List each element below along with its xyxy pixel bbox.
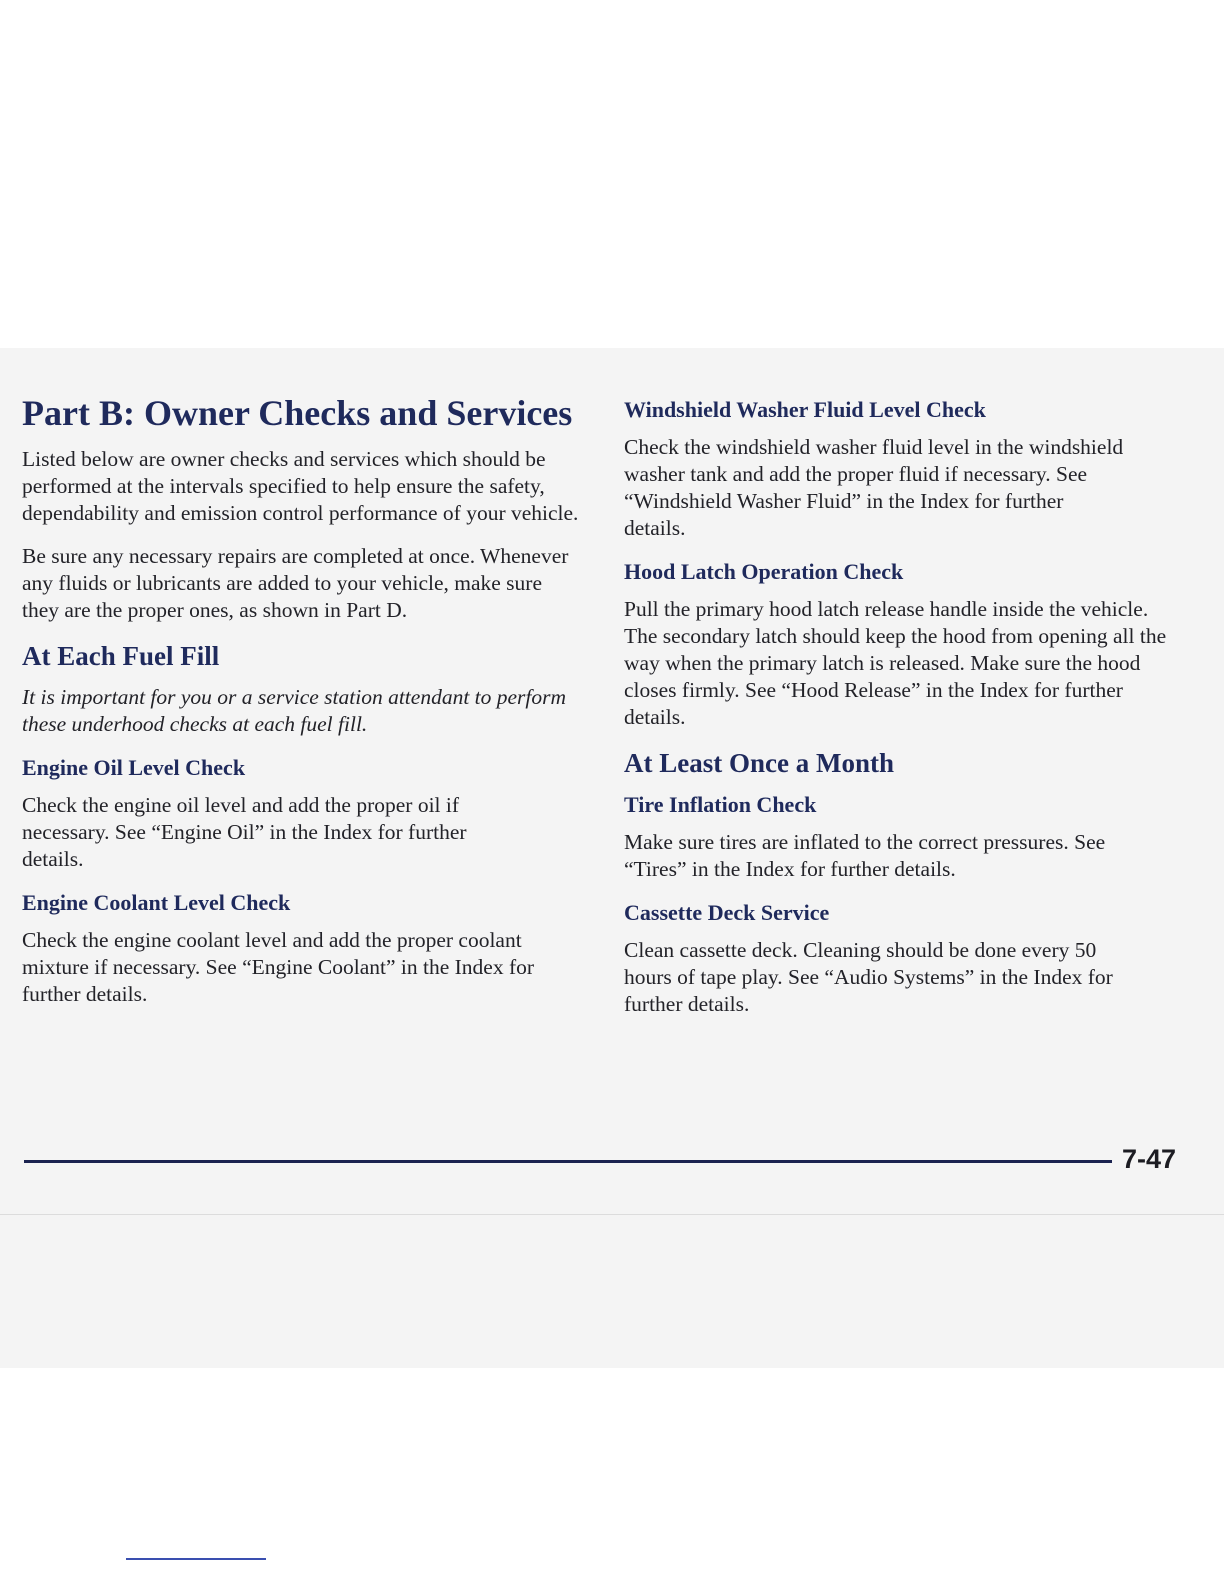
cassette-deck-heading: Cassette Deck Service	[624, 900, 830, 925]
intro-paragraph-1: Listed below are owner checks and services which should be performed at the intervals specified to help ensure the safety, dependability and emission control performance of your vehicle.	[22, 447, 579, 525]
engine-coolant-body: Check the engine coolant level and add the proper coolant mixture if necessary. See “Engine Coolant” in the Index for further details.	[22, 928, 535, 1006]
cassette-deck-body: Clean cassette deck. Cleaning should be done every 50 hours of tape play. See “Audio Systems” in the Index for further details.	[624, 938, 1113, 1016]
tire-inflation-body: Make sure tires are inflated to the correct pressures. See “Tires” in the Index for further details.	[624, 830, 1106, 881]
engine-oil-heading: Engine Oil Level Check	[22, 755, 246, 780]
once-a-month-heading: At Least Once a Month	[624, 748, 894, 778]
hood-latch-heading: Hood Latch Operation Check	[624, 559, 904, 584]
page-title: Part B: Owner Checks and Services	[22, 393, 573, 433]
footer-rule	[24, 1160, 1112, 1163]
intro-paragraph-2: Be sure any necessary repairs are completed at once. Whenever any fluids or lubricants are added to your vehicle, make sure they are the proper ones, as shown in Part D.	[22, 544, 569, 622]
fuel-fill-note: It is important for you or a service station attendant to perform these underhood checks at each fuel fill.	[22, 685, 567, 736]
right-column	[624, 396, 1184, 1034]
tire-inflation-heading: Tire Inflation Check	[624, 792, 817, 817]
page-number: 7-47	[1122, 1144, 1177, 1174]
engine-coolant-heading: Engine Coolant Level Check	[22, 890, 291, 915]
hood-latch-body: Pull the primary hood latch release handle inside the vehicle. The secondary latch should keep the hood from opening all the way when the primary latch is released. Make sure the hood closes firmly. See “Hood Release” in the Index for further details.	[624, 597, 1167, 729]
fuel-fill-heading: At Each Fuel Fill	[22, 641, 220, 671]
manual-page	[0, 348, 1224, 1368]
bottom-mark	[126, 1558, 266, 1560]
engine-oil-body: Check the engine oil level and add the proper oil if necessary. See “Engine Oil” in the Index for further details.	[22, 793, 467, 871]
washer-fluid-body: Check the windshield washer fluid level in the windshield washer tank and add the proper fluid if necessary. See “Windshield Washer Fluid” in the Index for further details.	[624, 435, 1124, 540]
washer-fluid-heading: Windshield Washer Fluid Level Check	[624, 397, 986, 422]
divider	[0, 1214, 1224, 1215]
left-column	[22, 392, 582, 1024]
